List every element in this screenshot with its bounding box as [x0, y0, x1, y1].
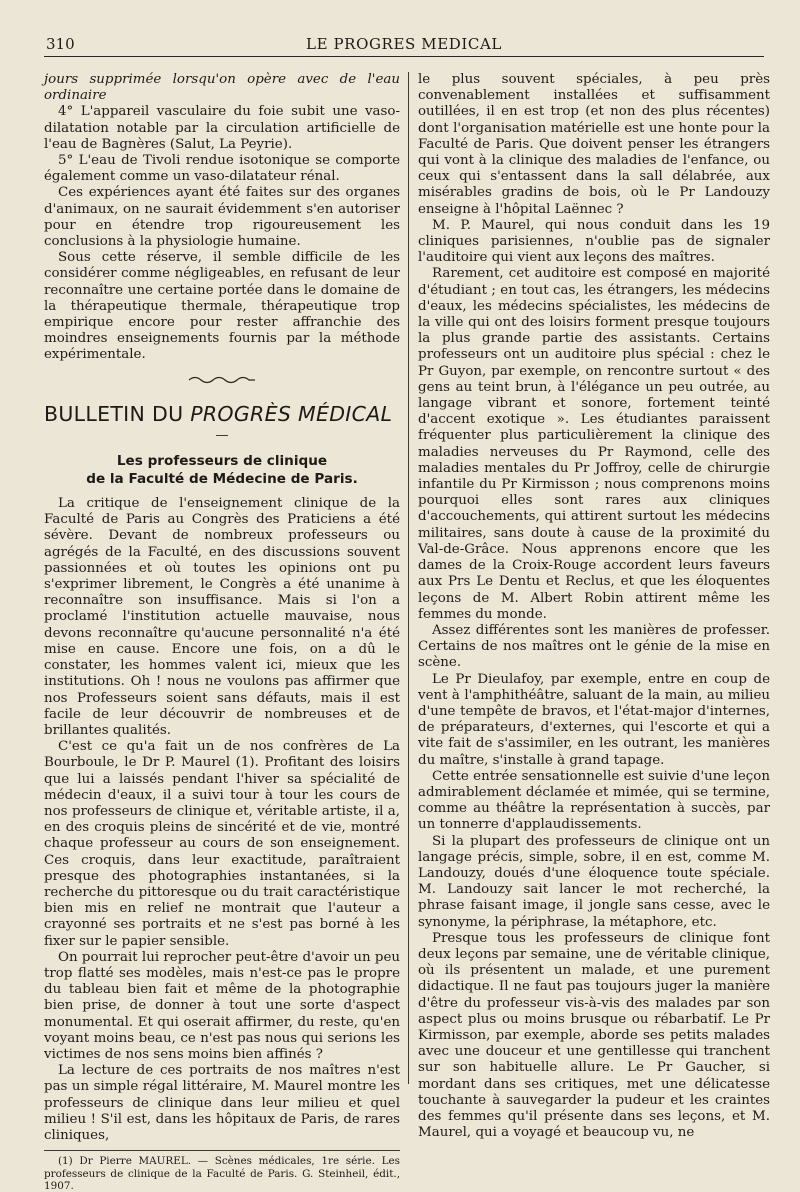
paragraph: La lecture de ces portraits de nos maîtres n'est pas un simple régal littéraire, M. Maurel montre les professeurs de clinique dans leur milieu et quel milieu ! S'il est, dans les hôpitaux de Paris, de rares cliniques,	[44, 1063, 400, 1143]
article-title-line-2: de la Faculté de Médecine de Paris.	[86, 471, 358, 488]
bulletin-journal-name: PROGRÈS MÉDICAL	[190, 401, 393, 426]
paragraph: Si la plupart des professeurs de clinique ont un langage précis, simple, sobre, il en est, comme M. Landouzy, doués d'une éloquence toute spéciale. M. Landouzy sait lancer le mot recherché, la phrase faisant image, il jongle sans cesse, avec le synonyme, la périphrase, la métaphore, etc.	[418, 833, 770, 930]
paragraph: On pourrait lui reprocher peut-être d'avoir un peu trop flatté ses modèles, mais n'est-ce pas le propre du tableau bien fait et même de la photographie bien prise, de donner à tout une sorte d'aspect monumental. Et qui oserait affirmer, du reste, qu'en voyant moins beau, ce n'est pas nous qui serions les victimes de nos sens moins bien affinés ?	[44, 949, 400, 1062]
page-number: 310	[46, 35, 75, 53]
article-title-line-1: Les professeurs de clinique	[116, 453, 328, 470]
bulletin-prefix: BULLETIN DU	[44, 401, 184, 426]
page-header	[44, 34, 764, 57]
paragraph: jours supprimée lorsqu'on opère avec de l'eau ordinaire	[44, 72, 400, 104]
text-columns	[44, 72, 770, 1192]
paragraph: Presque tous les professeurs de clinique font deux leçons par semaine, une de véritable clinique, où ils présentent un malade, et une purement didactique. Il ne faut pas toujours juger la manière d'être du professeur vis-à-vis des malades par son aspect plus ou moins brusque ou rébarbatif. Le Pr Kirmisson, par exemple, aborde ses petits malades avec une douceur et une gentillesse qui tranchent sur son habituelle allure. Le Pr Gaucher, si mordant dans ses critiques, met une délicatesse touchante à sauvegarder la pudeur et les craintes des femmes qu'il présente dans ses leçons, et M. Maurel, qui a voyagé et beaucoup vu, ne	[418, 930, 770, 1141]
footnote-divider	[44, 1150, 400, 1151]
section-ornament	[44, 374, 400, 390]
left-column	[44, 72, 400, 1192]
paragraph: Sous cette réserve, il semble difficile de les considérer comme négligeables, en refusant de leur reconnaître une certaine portée dans le domaine de la thérapeutique thermale, thérapeutique trop empirique encore pour rester affranchie des moindres enseignements fournis par la méthode expérimentale.	[44, 250, 400, 363]
article-title	[44, 452, 400, 488]
paragraph: 5° L'eau de Tivoli rendue isotonique se comporte également comme un vaso-dilatateur rénal.	[44, 153, 400, 185]
paragraph: La critique de l'enseignement clinique de la Faculté de Paris au Congrès des Praticiens a été sévère. Devant de nombreux professeurs ou agrégés de la Faculté, en des discussions souvent passionnées et où toutes les opinions ont pu s'exprimer librement, le Congrès a été unanime à reconnaître son insuffisance. Mais si l'on a proclamé l'institution actuelle mauvaise, nous devons reconnaître qu'aucune personnalité n'a été mise en cause. Encore une fois, on a dû le constater, les hommes valent ici, mieux que les institutions. Oh ! nous ne voulons pas affirmer que nos Professeurs soient sans défauts, mais il est facile de leur découvrir de nombreuses et de brillantes qualités.	[44, 496, 400, 738]
paragraph: M. P. Maurel, qui nous conduit dans les 19 cliniques parisiennes, n'oublie pas de signaler l'auditoire qui vient aux leçons des maîtres.	[418, 217, 770, 266]
paragraph: 4° L'appareil vasculaire du foie subit une vaso-dilatation notable par la circulation artificielle de l'eau de Bagnères (Salut, La Peyrie).	[44, 104, 400, 152]
paragraph: le plus souvent spéciales, à peu près convenablement installées et suffisamment outillées, il en est trop (et non des plus récentes) dont l'organisation matérielle est une honte pour la Faculté de Paris. Que doivent penser les étrangers qui vont à la clinique des maladies de l'enfance, ou ceux qui s'entassent dans la sall délabrée, aux misérables gradins de bois, où le Pr Landouzy enseigne à l'hôpital Laënnec ?	[418, 72, 770, 217]
paragraph: Ces expériences ayant été faites sur des organes d'animaux, on ne saurait évidemment s'en autoriser pour en étendre trop rigoureusement les conclusions à la physiologie humaine.	[44, 185, 400, 250]
paragraph: Assez différentes sont les manières de professer. Certains de nos maîtres ont le génie de la mise en scène.	[418, 622, 770, 671]
paragraph: Le Pr Dieulafoy, par exemple, entre en coup de vent à l'amphithéâtre, saluant de la main, au milieu d'une tempête de bravos, et l'état-major d'internes, de préparateurs, d'externes, qui l'escorte et qui a vite fait de s'assimiler, en les outrant, les manières du maître, s'installe à grand tapage.	[418, 671, 770, 768]
heading-dash: —	[215, 427, 229, 443]
paragraph: Cette entrée sensationnelle est suivie d'une leçon admirablement déclamée et mimée, qui se termine, comme au théâtre la représentation à succès, par un tonnerre d'applaudissements.	[418, 768, 770, 833]
right-column	[418, 72, 770, 1141]
paragraph: C'est ce qu'a fait un de nos confrères de La Bourboule, le Dr P. Maurel (1). Profitant des loisirs que lui a laissés pendant l'hiver sa spécialité de médecin d'eaux, il a suivi tour à tour les cours de nos professeurs de clinique et, véritable artiste, il a, en des croquis pleins de sincérité et de vie, montré chaque professeur au cours de son enseignement. Ces croquis, dans leur exactitude, paraîtraient presque des photographies instantanées, si la recherche du pittoresque ou du trait caractéristique bien mis en relief ne montrait que l'auteur a crayonné ses portraits et ne s'est pas borné à les fixer sur le papier sensible.	[44, 739, 400, 949]
bulletin-heading	[44, 402, 400, 426]
footnote: (1) Dr Pierre MAUREL. — Scènes médicales, 1re série. Les professeurs de clinique de la Faculté de Paris. G. Steinheil, édit., 1907.	[44, 1155, 400, 1192]
paragraph: Rarement, cet auditoire est composé en majorité d'étudiant ; en tout cas, les étrangers, les médecins d'eaux, les médecins spécialistes, les médecins de la ville qui ont des loisirs forment presque toujours la plus grande partie des assistants. Certains professeurs ont un auditoire plus spécial : chez le Pr Guyon, par exemple, on rencontre surtout « des gens au teint brun, à l'élégance un peu outrée, au langage vibrant et sonore, fortement teinté d'accent exotique ». Les étudiantes paraissent fréquenter plus particulièrement la clinique des maladies nerveuses du Pr Raymond, celle des maladies mentales du Pr Joffroy, celle de chirurgie infantile du Pr Kirmisson ; nous comprenons moins pourquoi elles sont rares aux cliniques d'accouchements, qui attirent surtout les médecins militaires, sans doute à cause de la proximité du Val-de-Grâce. Nous apprenons encore que les dames de la Croix-Rouge accordent leurs faveurs aux Prs Le Dentu et Reclus, et que les éloquentes leçons de M. Albert Robin attirent même les femmes du monde.	[418, 266, 770, 622]
column-divider	[408, 72, 409, 1084]
flourish-icon	[187, 375, 257, 385]
running-title: LE PROGRES MEDICAL	[306, 35, 502, 53]
